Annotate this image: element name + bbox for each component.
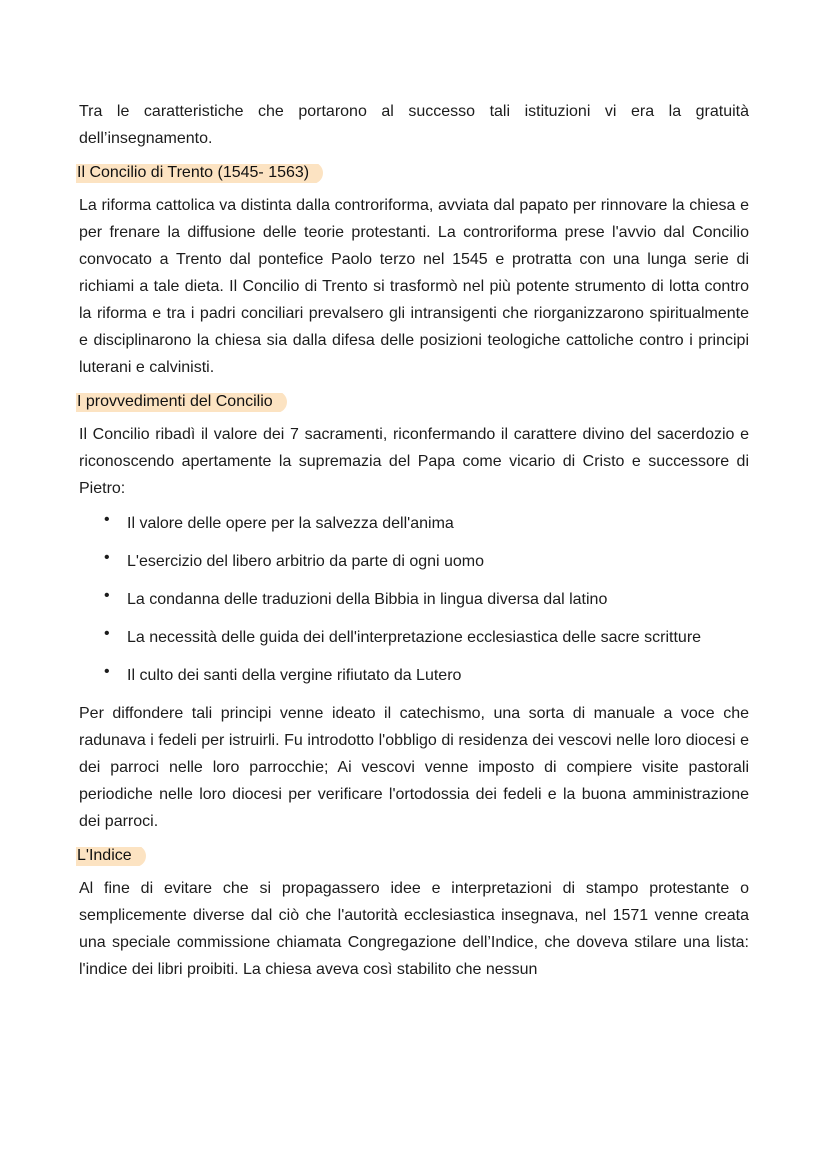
bullet-icon: • bbox=[104, 511, 110, 528]
provvedimenti-paragraph: Il Concilio ribadì il valore dei 7 sacramenti, riconfermando il carattere divino del sacerdozio e riconoscendo apertamente la supremazia del Papa come vicario di Cristo e successore di Pietro: bbox=[79, 426, 749, 497]
heading-indice: L'Indice bbox=[76, 845, 146, 867]
list-item-text: La condanna delle traduzioni della Bibbia in lingua diversa dal latino bbox=[127, 591, 608, 608]
concilio-paragraph: La riforma cattolica va distinta dalla controriforma, avviata dal papato per rinnovare la chiesa e per frenare la diffusione delle teorie protestanti. La controriforma prese l'avvio dal Concilio convocato a Trento dal pontefice Paolo terzo nel 1545 e protratta con una lunga serie di richiami a tale dieta. Il Concilio di Trento si trasformò nel più potente strumento di lotta contro la riforma e tra i padri conciliari prevalsero gli intransigenti che riorganizzarono spiritualmente e disciplinarono la chiesa sia dalla difesa delle posizioni teologiche cattoliche contro i principi luterani e calvinisti. bbox=[79, 197, 749, 376]
catechismo-paragraph: Per diffondere tali principi venne ideato il catechismo, una sorta di manuale a voce che radunava i fedeli per istruirli. Fu introdotto l'obbligo di residenza dei vescovi nelle loro diocesi e dei parroci nelle loro parrocchie; Ai vescovi venne imposto di compiere visite pastorali periodiche nelle loro diocesi per verificare l'ortodossia dei fedeli e la buona amministrazione dei parroci. bbox=[79, 705, 749, 830]
indice-paragraph: Al fine di evitare che si propagassero idee e interpretazioni di stampo protestante o semplicemente diverse dal ciò che l'autorità ecclesiastica insegnava, nel 1571 venne creata una speciale commissione chiamata Congregazione dell’Indice, che doveva stilare una lista: l'indice dei libri proibiti. La chiesa aveva così stabilito che nessun bbox=[79, 880, 749, 978]
provvedimenti-list bbox=[79, 510, 749, 689]
document-page bbox=[79, 98, 749, 983]
heading-wrap-provvedimenti bbox=[76, 391, 749, 413]
heading-wrap-indice bbox=[76, 845, 749, 867]
list-item bbox=[79, 548, 749, 575]
bullet-icon: • bbox=[104, 549, 110, 566]
list-item-text: Il culto dei santi della vergine rifiutato da Lutero bbox=[127, 667, 462, 684]
bullet-icon: • bbox=[104, 663, 110, 680]
list-item bbox=[79, 662, 749, 689]
intro-paragraph: Tra le caratteristiche che portarono al successo tali istituzioni vi era la gratuità dell’insegnamento. bbox=[79, 103, 749, 147]
list-item-text: L'esercizio del libero arbitrio da parte di ogni uomo bbox=[127, 553, 485, 570]
bullet-icon: • bbox=[104, 625, 110, 642]
bullet-icon: • bbox=[104, 587, 110, 604]
heading-concilio-di-trento: Il Concilio di Trento (1545- 1563) bbox=[76, 162, 323, 184]
list-item bbox=[79, 624, 749, 651]
list-item bbox=[79, 586, 749, 613]
list-item-text: La necessità delle guida dei dell'interpretazione ecclesiastica delle sacre scritture bbox=[127, 629, 702, 646]
list-item-text: Il valore delle opere per la salvezza dell'anima bbox=[127, 515, 454, 532]
heading-provvedimenti: I provvedimenti del Concilio bbox=[76, 391, 287, 413]
heading-wrap-concilio bbox=[76, 162, 749, 184]
list-item bbox=[79, 510, 749, 537]
